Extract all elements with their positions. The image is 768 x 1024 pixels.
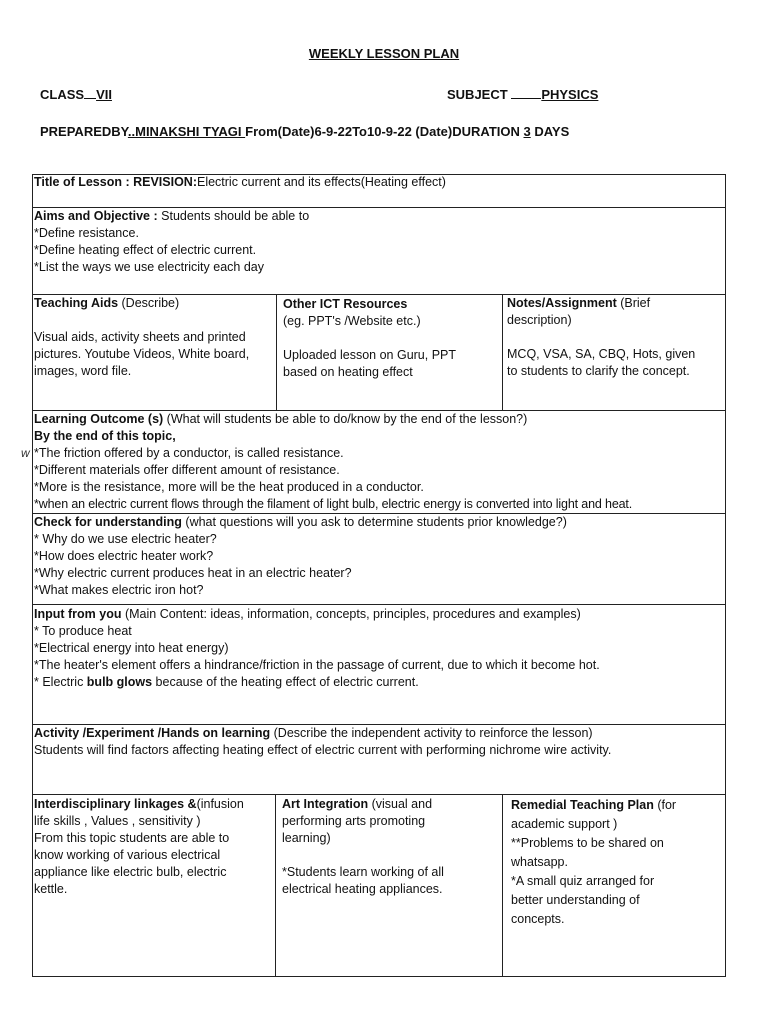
margin-mark: w: [21, 446, 30, 460]
teaching-aids-line: pictures. Youtube Videos, White board,: [34, 347, 250, 361]
aims-item: *Define resistance.: [34, 226, 139, 240]
input-item: *The heater's element offers a hindrance/friction in the passage of current, due to which it become hot.: [34, 658, 600, 672]
notes-cell: [507, 295, 723, 380]
ict-label: Other ICT Resources: [283, 297, 408, 311]
art-note: (visual and: [368, 797, 433, 811]
input-last-bold: bulb glows: [86, 675, 153, 689]
class-line: [40, 86, 268, 102]
check-item: * Why do we use electric heater?: [34, 532, 217, 546]
interdisciplinary-line: From this topic students are able to: [34, 831, 230, 845]
ict-line: Uploaded lesson on Guru, PPT: [283, 348, 457, 362]
input-item: *Electrical energy into heat energy): [34, 641, 229, 655]
date-text: From(Date)6-9-22To10-9-22 (Date)DURATION: [245, 124, 524, 139]
class-label: CLASS: [40, 87, 85, 102]
lesson-title-text: Electric current and its effects(Heating effect): [196, 175, 446, 189]
check-item: *How does electric heater work?: [34, 549, 214, 563]
document-title: WEEKLY LESSON PLAN: [308, 46, 460, 61]
remedial-label: Remedial Teaching Plan: [511, 798, 654, 812]
interdisciplinary-cell: [34, 796, 274, 898]
lesson-title-row: [34, 174, 446, 191]
input-cell: [34, 606, 724, 691]
prepared-line: [40, 124, 569, 139]
duration-value: 3: [523, 124, 531, 139]
art-line: performing arts promoting: [282, 814, 426, 828]
activity-cell: [34, 725, 724, 759]
outcome-note: (What will students be able to do/know by the end of the lesson?): [163, 412, 528, 426]
subject-value: PHYSICS: [541, 87, 599, 102]
art-label: Art Integration: [282, 797, 369, 811]
duration-unit: DAYS: [530, 124, 570, 139]
subject-label: SUBJECT: [447, 87, 508, 102]
art-line: learning): [282, 831, 331, 845]
lesson-title-label: Title of Lesson : REVISION:: [34, 175, 197, 189]
aims-item: *List the ways we use electricity each day: [34, 260, 264, 274]
ict-line: based on heating effect: [283, 365, 413, 379]
outcome-item: *when an electric current flows through the filament of light bulb, electric energy is converted into light and heat.: [34, 497, 633, 511]
activity-label: Activity /Experiment /Hands on learning: [34, 726, 271, 740]
interdisciplinary-line: life skills , Values , sensitivity ): [34, 814, 201, 828]
remedial-line: better understanding of: [511, 893, 640, 907]
check-item: *Why electric current produces heat in an electric heater?: [34, 566, 352, 580]
check-note: (what questions will you ask to determine students prior knowledge?): [181, 515, 567, 529]
activity-note: (Describe the independent activity to reinforce the lesson): [270, 726, 593, 740]
aims-item: *Define heating effect of electric current.: [34, 243, 257, 257]
interdisciplinary-line: appliance like electric bulb, electric: [34, 865, 227, 879]
teaching-aids-label: Teaching Aids: [34, 296, 119, 310]
teaching-aids-cell: [34, 295, 274, 380]
input-item-last: [34, 674, 724, 691]
interdisciplinary-note: (infusion: [196, 797, 244, 811]
aims-cell: [34, 208, 309, 276]
outcome-item: *Different materials offer different amount of resistance.: [34, 463, 340, 477]
notes-line: MCQ, VSA, SA, CBQ, Hots, given: [507, 347, 696, 361]
outcome-cell: [34, 411, 724, 513]
remedial-line: concepts.: [511, 912, 565, 926]
check-cell: [34, 514, 724, 599]
aims-intro: Students should be able to: [157, 209, 310, 223]
notes-note-2: description): [507, 313, 572, 327]
teaching-aids-note: (Describe): [118, 296, 180, 310]
art-line: electrical heating appliances.: [282, 882, 443, 896]
notes-note: (Brief: [616, 296, 651, 310]
remedial-line: *A small quiz arranged for: [511, 874, 655, 888]
prepared-value: ..MINAKSHI TYAGI: [127, 124, 246, 139]
input-label: Input from you: [34, 607, 122, 621]
subject-line: [447, 86, 696, 102]
ict-cell: [283, 296, 499, 381]
teaching-aids-line: Visual aids, activity sheets and printed: [34, 330, 246, 344]
outcome-label: Learning Outcome (s): [34, 412, 164, 426]
interdisciplinary-line: know working of various electrical: [34, 848, 221, 862]
class-value: VII: [96, 87, 112, 102]
interdisciplinary-line: kettle.: [34, 882, 68, 896]
input-last-post: because of the heating effect of electric current.: [152, 675, 419, 689]
remedial-line: **Problems to be shared on: [511, 836, 664, 850]
art-cell: [282, 796, 498, 898]
remedial-note: (for: [653, 798, 677, 812]
outcome-subhead: By the end of this topic,: [34, 429, 176, 443]
remedial-line: academic support ): [511, 817, 618, 831]
input-item: * To produce heat: [34, 624, 132, 638]
check-item: *What makes electric iron hot?: [34, 583, 204, 597]
activity-text: Students will find factors affecting heating effect of electric current with performing nichrome wire activity.: [34, 743, 612, 757]
interdisciplinary-label: Interdisciplinary linkages &: [34, 797, 197, 811]
notes-label: Notes/Assignment: [507, 296, 617, 310]
ict-note: (eg. PPT's /Website etc.): [283, 314, 421, 328]
input-note: (Main Content: ideas, information, concepts, principles, procedures and examples): [121, 607, 581, 621]
notes-line: to students to clarify the concept.: [507, 364, 690, 378]
outcome-item: *More is the resistance, more will be the heat produced in a conductor.: [34, 480, 424, 494]
teaching-aids-line: images, word file.: [34, 364, 132, 378]
art-line: *Students learn working of all: [282, 865, 444, 879]
check-label: Check for understanding: [34, 515, 182, 529]
prepared-label: PREPAREDBY: [40, 124, 128, 139]
remedial-line: whatsapp.: [511, 855, 568, 869]
input-last-pre: * Electric: [34, 675, 87, 689]
remedial-cell: [511, 796, 723, 929]
aims-label: Aims and Objective :: [34, 209, 158, 223]
outcome-item: *The friction offered by a conductor, is called resistance.: [34, 446, 344, 460]
